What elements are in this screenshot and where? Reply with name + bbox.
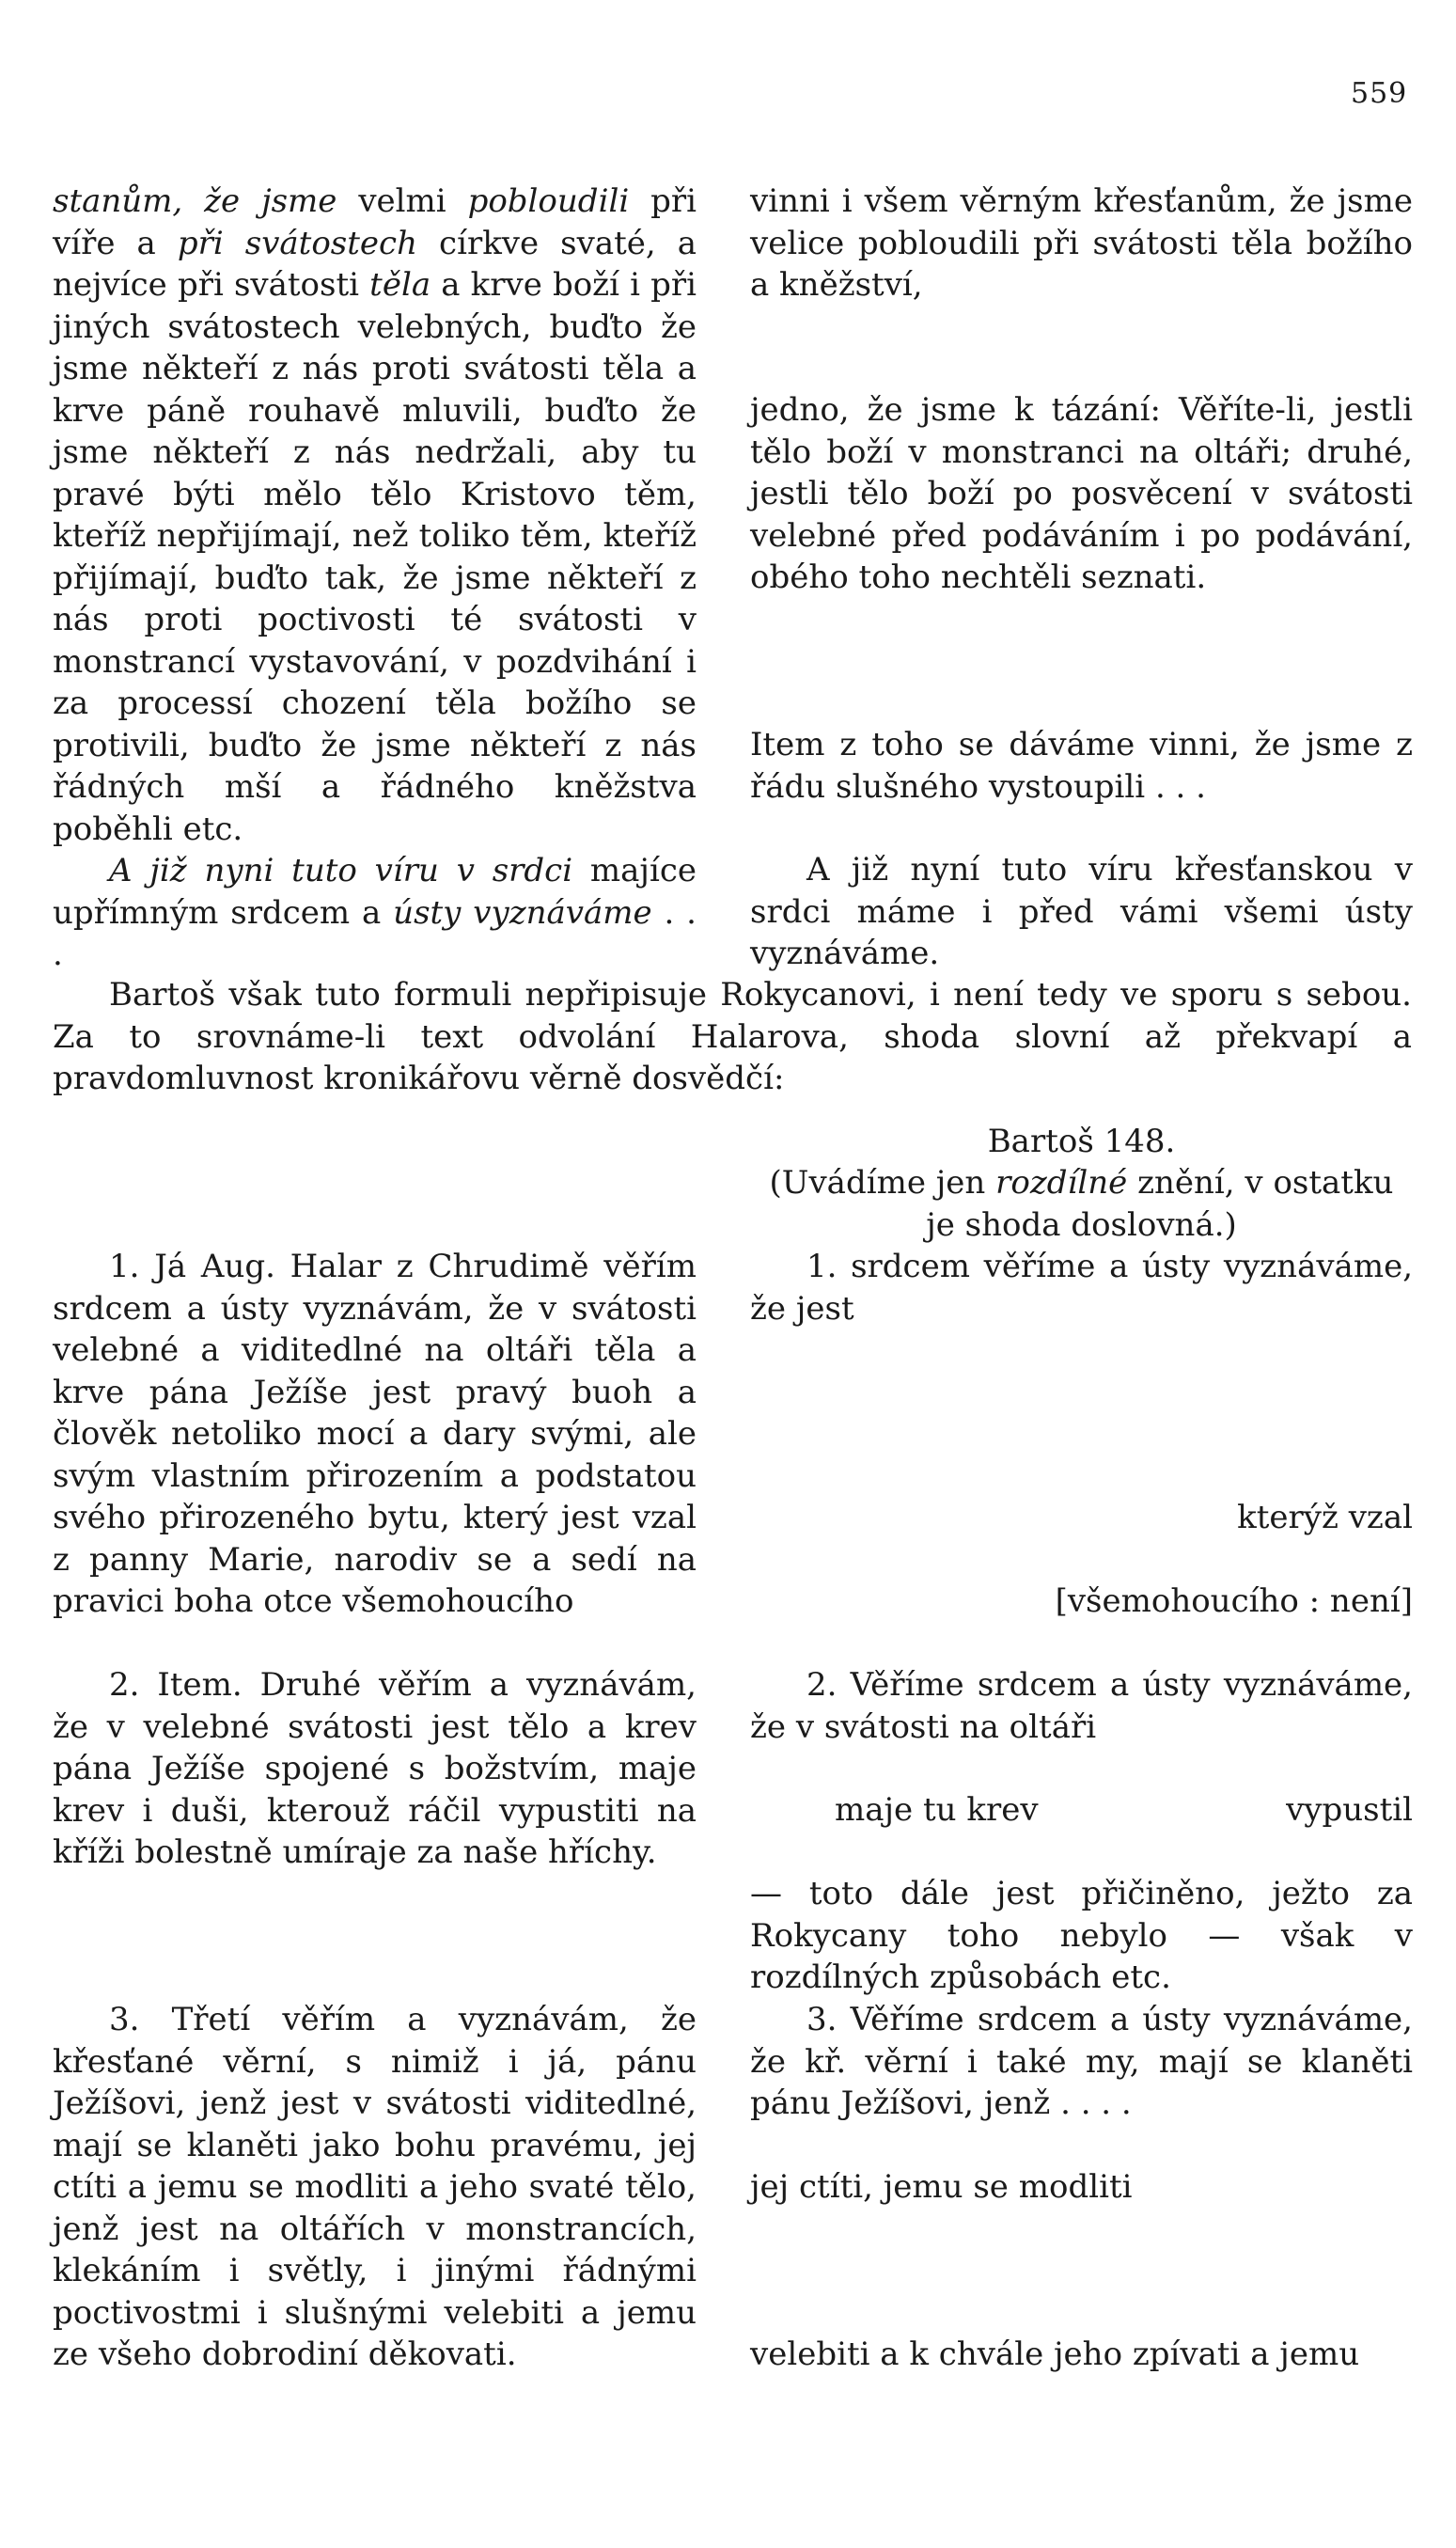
variant-3-line-b: jej ctíti, jemu se modliti [750, 2168, 1133, 2206]
right-quote-block-4: A již nyní tuto víru křesťanskou v srdci máme i před vámi všemi ústy vyznáváme. [750, 851, 1413, 972]
italic-phrase: rozdílné [995, 1164, 1128, 1202]
variant-1-note: kterýž vzal [1237, 1499, 1413, 1536]
variant-1-bracket: [všemohoucího : není] [1055, 1582, 1413, 1620]
bridge-paragraph: Bartoš však tuto formuli nepřipisuje Rokycanovi, i není tedy ve sporu s sebou. Za to srovnáme-li text odvolání Halarova, shoda slovní až překvapí a pravdomluvnost kronikářovu věrně dosvědčí: [53, 976, 1412, 1097]
left-quote-passage: stanům, že jsme velmi pobloudili při víře a při svátostech církve svaté, a nejvíce při svátosti těla a krve boží i při jiných svátostech velebných, buďto že jsme někteří z nás proti svátosti těla a krve páně rouhavě mluvili, buďto že jsme někteří z nás nedržali, aby tu pravé býti mělo tělo Kristovo těm, kteříž nepřijímají, než toliko těm, kteříž přijímají, buďto tak, že jsme někteří z nás proti poctivosti té svátosti v monstrancí vystavování, v pozdvihání i za processí chození těla božího se protivili, buďto že jsme někteří z nás řádných mší a řádného kněžstva poběhli etc. A již nyni tuto víru v srdci majíce upřímným srdcem a ústy vyznáváme . . . [53, 182, 697, 973]
right-quote-block-2: jedno, že jsme k tázání: Věříte-li, jestli tělo boží v monstranci na oltáři; druhé, jestli tělo boží po posvěcení v svátosti velebné před podáváním i po podávání, obého toho nechtěli seznati. [750, 391, 1413, 596]
halar-article-2: 2. Item. Druhé věřím a vyznávám, že v velebné svátosti jest tělo a krev pána Ježíše spojené s božstvím, maje krev i duši, kterouž ráčil vypustiti na kříži bolestně umíraje za naše hříchy. [53, 1666, 697, 1871]
variant-2-right-text: vypustil [1286, 1791, 1413, 1829]
variant-3-line-c: velebiti a k chvále jeho zpívati a jemu [750, 2336, 1360, 2373]
italic-phrase: ústy vyznáváme [393, 893, 652, 932]
variant-2-note: — toto dále jest přičiněno, ježto za Rokycany toho nebylo — však v rozdílných způsobách etc. [750, 1875, 1413, 1996]
italic-phrase: při svátostech [177, 224, 417, 262]
variant-1: 1. srdcem věříme a ústy vyznáváme, že jest [750, 1248, 1413, 1328]
variant-2: 2. Věříme srdcem a ústy vyznáváme, že v svátosti na oltáři [750, 1666, 1413, 1746]
italic-phrase: těla [369, 266, 431, 304]
right-quote-block-1: vinni i všem věrným křesťanům, že jsme velice pobloudili při svátosti těla božího a kněžství, [750, 182, 1413, 304]
italic-phrase: stanům, že jsme [53, 182, 337, 220]
variant-2-left-text: maje tu krev [835, 1791, 1039, 1829]
halar-article-1: 1. Já Aug. Halar z Chrudimě věřím srdcem a ústy vyznávám, že v svátosti velebné a viditedlné na oltáři těla a krve pána Ježíše jest pravý buoh a člověk netoliko mocí a dary svými, ale svým vlastním přirozením a podstatou svého přirozeného bytu, který jest vzal z panny Marie, narodiv se a sedí na pravici boha otce všemohoucího [53, 1248, 697, 1620]
bartos-heading: Bartoš 148. [987, 1123, 1176, 1160]
italic-phrase: A již nyni tuto víru v srdci [109, 852, 573, 889]
page-number: 559 [1351, 77, 1408, 110]
italic-phrase: pobloudili [467, 182, 630, 220]
bartos-note: (Uvádíme jen rozdílné znění, v ostatku je shoda doslovná.) [769, 1164, 1394, 1244]
halar-article-3: 3. Třetí věřím a vyznávám, že křesťané věrní, s nimiž i já, pánu Ježíšovi, jenž jest v svátosti viditedlné, mají se klaněti jako bohu pravému, jej ctíti a jemu se modliti a jeho svaté tělo, jenž jest na oltářích v monstrancích, klekáním i světly, i jinými řádnými poctivostmi i slušnými velebiti a jemu ze všeho dobrodiní děkovati. [53, 2001, 697, 2373]
variant-3: 3. Věříme srdcem a ústy vyznáváme, že kř. věrní i také my, mají se klaněti pánu Ježíšovi, jenž . . . . [750, 2001, 1413, 2122]
right-quote-block-3: Item z toho se dáváme vinni, že jsme z řádu slušného vystoupili . . . [750, 726, 1413, 806]
